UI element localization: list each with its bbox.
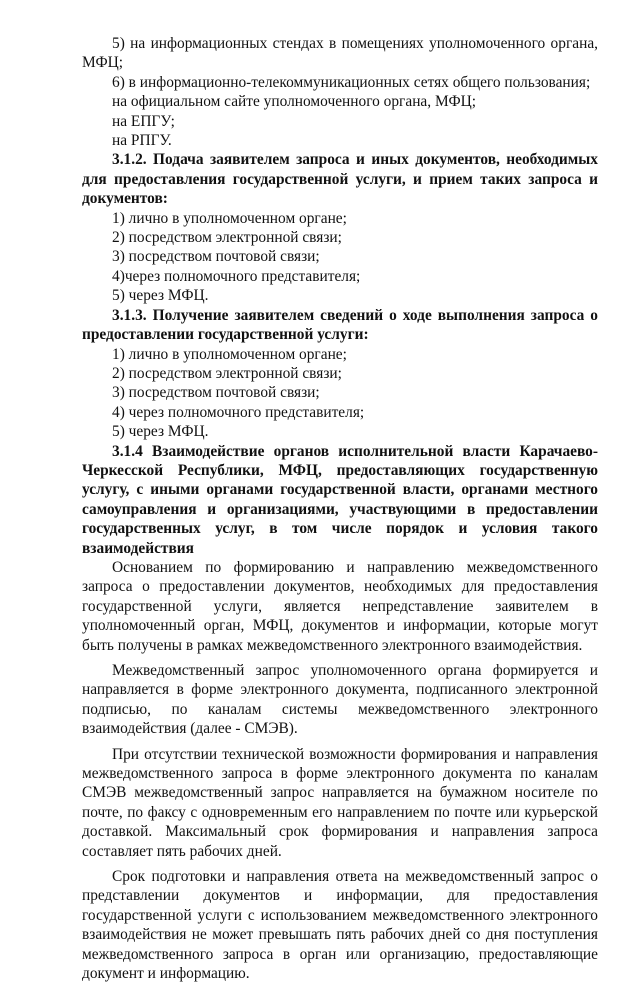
body-paragraph: При отсутствии технической возможности формирования и направления межведомственного запроса в форме электронного документа по каналам СМЭВ межведомственный запрос направляется на бумажном носителе по почте, по факсу с одновременным его направлением по почте или курьерской доставкой. Максимальный срок формирования и направления запроса составляет пять рабочих дней.	[82, 745, 598, 860]
list-item: 3) посредством почтовой связи;	[112, 384, 320, 402]
list-item: 1) лично в уполномоченном органе;	[112, 209, 347, 227]
list-item: на ЕПГУ;	[112, 112, 175, 130]
section-heading-3-1-3: 3.1.3. Получение заявителем сведений о ходе выполнения запроса о предоставлении государственной услуги:	[82, 306, 598, 344]
list-item: 3) посредством почтовой связи;	[112, 248, 320, 266]
list-item: 6) в информационно-телекоммуникационных сетях общего пользования;	[112, 73, 591, 91]
section-heading-3-1-4: 3.1.4 Взаимодействие органов исполнительной власти Карачаево-Черкесской Республики, МФЦ, предоставляющих государственную услугу, с иными органами государственной власти, органами местного самоуправления и организациями, участвующими в предоставлении государственных услуг, в том числе порядок и условия такого взаимодействия	[82, 442, 598, 557]
body-paragraph: Срок подготовки и направления ответа на межведомственный запрос о представлении документов и информации, для предоставления государственной услуги с использованием межведомственного электронного взаимодействия не может превышать пять рабочих дней со дня поступления межведомственного запроса в орган или организацию, предоставляющие документ и информацию.	[82, 868, 598, 983]
body-paragraph: Основанием по формированию и направлению межведомственного запроса о предоставлении документов, необходимых для предоставления государственной услуги, является непредставление заявителем в уполномоченный орган, МФЦ, документов и информации, которые могут быть получены в рамках межведомственного электронного взаимодействия.	[82, 558, 598, 654]
list-item: 2) посредством электронной связи;	[112, 229, 342, 247]
list-item: 4) через полномочного представителя;	[112, 403, 365, 421]
body-paragraph: Межведомственный запрос уполномоченного органа формируется и направляется в форме электронного документа, подписанного электронной подписью, по каналам системы межведомственного электронного взаимодействия (далее - СМЭВ).	[82, 662, 598, 738]
list-item: 2) посредством электронной связи;	[112, 364, 342, 382]
list-item: 5) через МФЦ.	[112, 287, 209, 305]
list-item: на официальном сайте уполномоченного органа, МФЦ;	[112, 93, 476, 111]
list-item: на РПГУ.	[112, 132, 172, 150]
list-item: 5) через МФЦ.	[112, 423, 209, 441]
section-heading-3-1-2: 3.1.2. Подача заявителем запроса и иных документов, необходимых для предоставления государственной услуги, и прием таких запроса и документов:	[82, 151, 598, 208]
list-item: 1) лично в уполномоченном органе;	[112, 345, 347, 363]
list-item: 4)через полномочного представителя;	[112, 267, 361, 285]
list-item: 5) на информационных стендах в помещениях уполномоченного органа, МФЦ;	[82, 35, 598, 72]
